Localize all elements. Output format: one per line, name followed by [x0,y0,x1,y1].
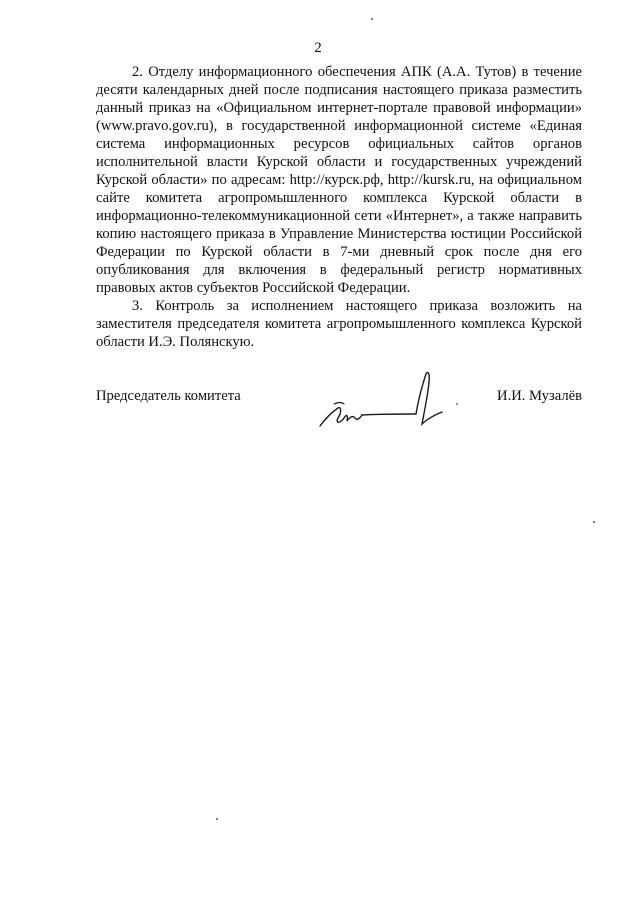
page-number: 2 [314,40,322,56]
scan-speck [593,521,595,523]
signer-name: И.И. Музалёв [497,388,582,404]
handwritten-signature [314,368,464,434]
signer-title: Председатель комитета [96,388,241,404]
paragraph-item-2: 2. Отделу информационного обеспечения АПК (А.А. Тутов) в течение десяти календарных дней после подписания настоящего приказа разместить данный приказ на «Официальном интернет-портале правовой информации» (www.pravo.gov.ru), в государственной информационной системе «Единая система информационных ресурсов официальных сайтов органов исполнительной власти Курской области и государственных учреждений Курской области» по адресам: http://курск.рф, http://kursk.ru, на официальном сайте комитета агропромышленного комплекса Курской области в информационно-телекоммуникационной сети «Интернет», а также направить копию настоящего приказа в Управление Министерства юстиции Российской Федерации по Курской области в 7-ми дневный срок после дня его опубликования для включения в федеральный регистр нормативных правовых актов субъектов Российской Федерации. [96,64,582,296]
scan-speck [216,818,218,820]
scan-speck [371,18,373,20]
signature-block [96,368,582,438]
document-body [96,63,582,351]
paragraph-item-3: 3. Контроль за исполнением настоящего приказа возложить на заместителя председателя комитета агропромышленного комплекса Курской области И.Э. Полянскую. [96,298,582,350]
